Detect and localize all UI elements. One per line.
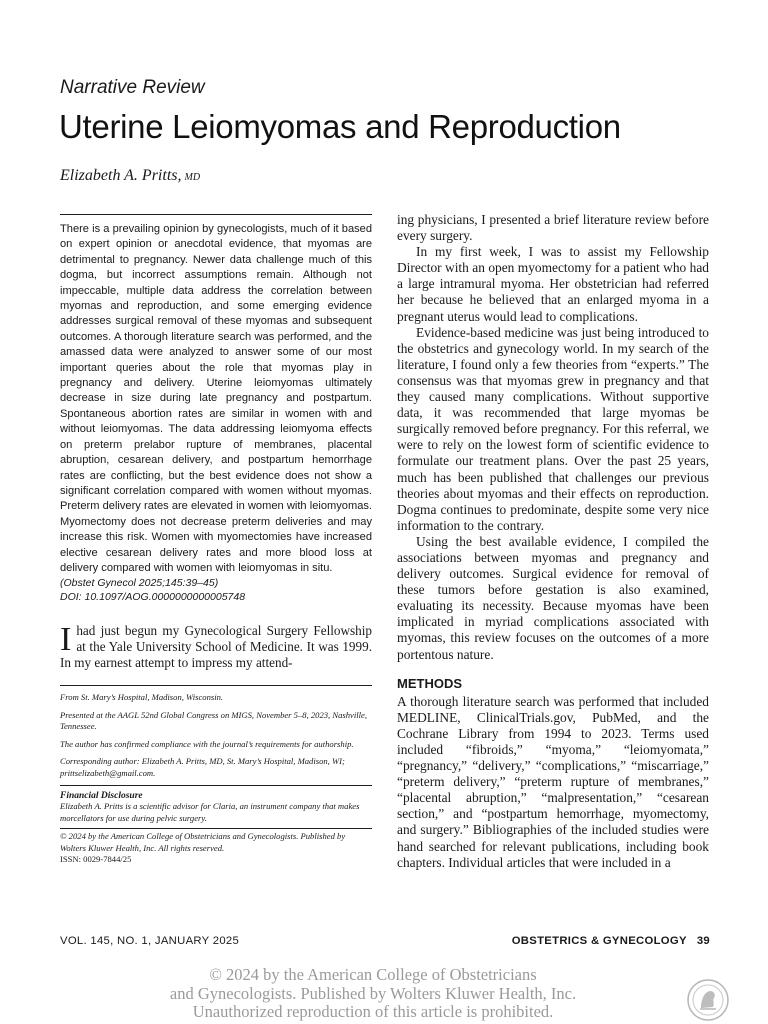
citation: (Obstet Gynecol 2025;145:39–45) [60, 577, 219, 590]
footnote-presented: Presented at the AAGL 52nd Global Congress on MIGS, November 5–8, 2023, Nashville, Tennessee. [60, 709, 367, 732]
body-paragraph-5: A thorough literature search was performed that included MEDLINE, ClinicalTrials.gov, PubMed, and the Cochrane Library from 1994 to 2023. Terms used included “fibroids,” “myoma,” “leiomyomata,” “pregnancy,” “delivery,” “complications,” “miscarriage,” “preterm delivery,” “preterm rupture of membranes,” “placental abruption,” “malpresentation,” “cesarean section,” and “postpartum hemorrhage, myomectomy, and surgery.” Bibliographies of the included studies were hand searched for relevant publications, including book chapters. Individual articles that were included in a [397, 693, 709, 870]
page-number: 39 [696, 935, 710, 947]
author-line [60, 167, 200, 185]
footnote-compliance: The author has confirmed compliance with the journal’s requirements for authorship. [60, 738, 354, 749]
body-paragraph-2: In my first week, I was to assist my Fellowship Director with an open myomectomy for a patient who had a large intramural myoma. Her obstetrician had referred her because he believed that an enlarged myoma in a pregnant uterus would lead to complications. [397, 244, 709, 324]
acog-seal-icon [686, 978, 730, 1022]
disclosure-title: Financial Disclosure [60, 791, 143, 802]
footer-journal-name: OBSTETRICS & GYNECOLOGY [511, 935, 687, 947]
copyright-rule [60, 828, 372, 829]
footer-issue: VOL. 145, NO. 1, JANUARY 2025 [60, 935, 240, 947]
abstract-rule [60, 214, 372, 215]
left-column [60, 214, 372, 866]
disclosure-rule [60, 785, 372, 786]
watermark-line-2: and Gynecologists. Published by Wolters Kluwer Health, Inc. [169, 983, 577, 1003]
footnotes [60, 685, 372, 866]
intro-paragraph [60, 623, 372, 671]
intro-text: had just begun my Gynecological Surgery Fellowship at the Yale University School of Medicine. It was 1999. In my earnest attempt to impress my attend- [60, 623, 372, 671]
watermark-line-1: © 2024 by the American College of Obstetricians [209, 965, 537, 984]
methods-heading: METHODS [397, 675, 462, 691]
watermark [0, 966, 746, 1022]
author-name: Elizabeth A. Pritts, [60, 167, 182, 184]
body-paragraph-1: ing physicians, I presented a brief literature review before every surgery. [397, 212, 709, 244]
footer-journal [512, 935, 710, 947]
right-column [397, 212, 709, 871]
issn: ISSN: 0029-7844/25 [60, 854, 132, 865]
author-degree: MD [184, 172, 201, 183]
footnote-affiliation: From St. Mary’s Hospital, Madison, Wisconsin. [60, 692, 224, 703]
drop-cap: I [60, 621, 72, 659]
doi-link[interactable]: DOI: 10.1097/AOG.0000000000005748 [60, 591, 246, 604]
watermark-line-3: Unauthorized reproduction of this article is prohibited. [192, 1002, 554, 1021]
abstract-text: There is a prevailing opinion by gynecologists, much of it based on expert opinion or anecdotal evidence, that myomas are detrimental to pregnancy. Newer data challenge much of this dogma, but incorrect assumptions remain. Although not impeccable, multiple data address the correlation between myomas and reproduction, and some emerging evidence addresses surgical removal of these myomas and subsequent outcomes. A thorough literature search was performed, and the amassed data were analyzed to answer some of our most important queries about the role that myomas play in pregnancy and delivery. Uterine leiomyomas ultimately decrease in size during late pregnancy and postpartum. Spontaneous abortion rates are similar in women with and without leiomyomas. The data addressing leiomyoma effects on preterm prelabor rupture of membranes, placental abruption, cesarean delivery, and postpartum hemorrhage rates are conflicting, but the best evidence does not show a significant correlation compared with women without myomas. Preterm delivery rates are elevated in women with leiomyomas. Myomectomy does not decrease preterm deliveries and may increase this risk. Women with myomectomies have increased elective cesarean delivery rates and more blood loss at delivery compared with women with leiomyomas in situ. [60, 223, 372, 574]
section-label: Narrative Review [60, 77, 205, 98]
body-paragraph-3: Evidence-based medicine was just being introduced to the obstetrics and gynecology world. In my search of the literature, I found only a few theories from “experts.” The consensus was that myomas grew in pregnancy and that they caused many complications. Without supportive data, it was recommended that large myomas be surgically removed before pregnancy. For this referral, we were to rely on the lowest form of scientific evidence to formulate our treatment plans. Over the past 25 years, much has been published that challenges our previous theories about myomas and their effects on reproduction. Dogma continues to predominate, despite some very nice information to the contrary. [397, 324, 709, 533]
footnote-rule [60, 685, 372, 686]
disclosure-text: Elizabeth A. Pritts is a scientific advisor for Claria, an instrument company that makes morcellators for use during pelvic surgery. [60, 801, 360, 823]
footnote-corresponding: Corresponding author: Elizabeth A. Pritts, MD, St. Mary’s Hospital, Madison, WI; prittselizabeth@gmail.com. [60, 756, 345, 778]
article-title: Uterine Leiomyomas and Reproduction [59, 108, 621, 145]
body-paragraph-4: Using the best available evidence, I compiled the associations between myomas and pregnancy and delivery outcomes. Surgical evidence for removal of these tumors before gestation is also examined, evaluating its necessity. Because myomas have been implicated in myriad complications associated with myomas, this review focuses on the outcomes of a more portentous nature. [397, 533, 709, 662]
copyright-text: © 2024 by the American College of Obstetricians and Gynecologists. Published by Wolters Kluwer Health, Inc. All rights reserved. [60, 831, 346, 853]
